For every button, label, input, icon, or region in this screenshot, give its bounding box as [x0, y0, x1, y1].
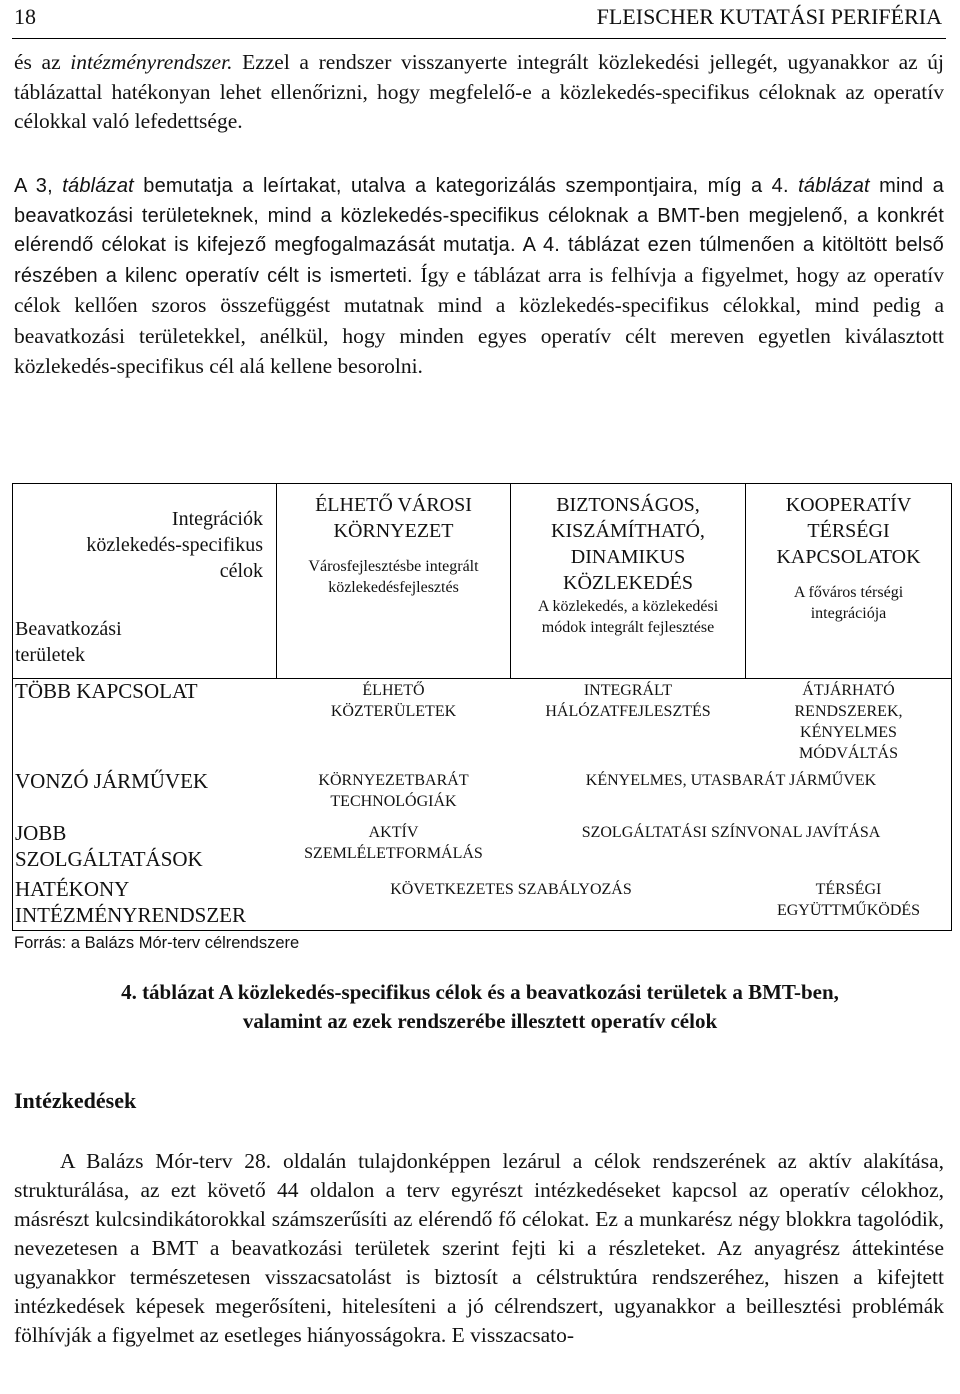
running-title: FLEISCHER KUTATÁSI PERIFÉRIA [596, 4, 942, 29]
corner-goals-label: Integrációk közlekedés-specifikus célok [86, 508, 263, 582]
row-label-better-services: JOBB SZOLGÁLTATÁSOK [15, 821, 203, 871]
page-header [12, 0, 946, 39]
cell-permeable-systems: ÁTJÁRHATÓ RENDSZEREK, KÉNYELMES MÓDVÁLTÁS [794, 682, 903, 762]
cell-comfortable-vehicles: KÉNYELMES, UTASBARÁT JÁRMŰVEK [585, 772, 877, 789]
section-title: Intézkedések [14, 1088, 137, 1113]
paragraph-intro: és az intézményrendszer. Ezzel a rendszer visszanyerte integrált közlekedési jellegét, ugyanakkor az új táblázattal hatékonyan lehet ellenőrizni, hogy megfelelő-e a közlekedés-specifikus céloknak az operatív célokkal való lefedettsége. [14, 50, 944, 133]
corner-areas-label: Beavatkozási területek [15, 618, 122, 666]
cell-regional-cooperation: TÉRSÉGI EGYÜTTMŰKÖDÉS [776, 881, 921, 919]
cell-active-awareness: AKTÍV SZEMLÉLETFORMÁLÁS [304, 824, 483, 862]
page-number: 18 [14, 4, 36, 29]
cell-livable-public-spaces: ÉLHETŐ KÖZTERÜLETEK [330, 682, 457, 720]
row-label-attractive-vehicles: VONZÓ JÁRMŰVEK [15, 769, 209, 793]
column-header-livable-city: ÉLHETŐ VÁROSI KÖRNYEZET Városfejlesztésbe integrált közlekedésfejlesztés [308, 494, 479, 596]
cell-consistent-regulation: KÖVETKEZETES SZABÁLYOZÁS [390, 881, 632, 898]
paragraph-table-description: A 3, táblázat bemutatja a leírtakat, utalva a kategorizálás szempontjaira, míg a 4. táblázat mind a beavatkozási területeknek, mind a közlekedés-specifikus céloknak a BMT-ben megjelenő, a konkrét elérendő célokat is kifejező megfogalmazását mutatja. A 4. táblázat ezen túlmenően a kitöltött belső részében a kilenc operatív célt is ismerteti. Így e táblázat arra is felhívja a figyelmet, hogy az operatív célok kellően szoros összefüggést mutatnak mind a közlekedés-specifikus célokkal, mind pedig a beavatkozási területekkel, anélkül, hogy minden egyes operatív célt mereven egyetlen kiválasztott közlekedés-specifikus cél alá kellene besorolni. [14, 175, 944, 378]
column-header-cooperative-regional: KOOPERATÍV TÉRSÉGI KAPCSOLATOK A főváros térségi integrációja [776, 494, 921, 622]
table-caption: 4. táblázat A közlekedés-specifikus célok és a beavatkozási területek a BMT-ben, valamint az ezek rendszerébe illesztett operatív célok [121, 980, 839, 1033]
cell-service-level: SZOLGÁLTATÁSI SZÍNVONAL JAVÍTÁSA [581, 824, 881, 841]
row-label-more-connections: TÖBB KAPCSOLAT [15, 679, 198, 703]
column-header-safe-transport: BIZTONSÁGOS, KISZÁMÍTHATÓ, DINAMIKUS KÖZLEKEDÉS A közlekedés, a közlekedési módok integrált fejlesztése [537, 494, 719, 636]
table-source: Forrás: a Balázs Mór-terv célrendszere [14, 934, 300, 952]
row-label-efficient-institutions: HATÉKONY INTÉZMÉNYRENDSZER [15, 877, 246, 927]
goals-table [12, 483, 952, 931]
cell-integrated-network: INTEGRÁLT HÁLÓZATFEJLESZTÉS [545, 682, 711, 720]
paragraph-measures: A Balázs Mór-terv 28. oldalán tulajdonképpen lezárul a célok rendszerének az aktív alakítása, strukturálása, az ezt követő 44 oldalon a terv egyrészt intézkedéseket kapcsol az operatív célokhoz, másrészt kulcsindikátorokkal számszerűsíti az elérendő fő célokat. Ez a munkarész négy blokkra tagolódik, nevezetesen a BMT a beavatkozási területek szerint fejti ki a részleteket. Az anyagrész áttekintése ugyanakkor természetesen visszacsatolást is biztosít a célstruktúra rendszeréhez, hiszen a kifejtett intézkedések képesek megerősíteni, hitelesíteni a jó célrendszert, ugyanakkor a beillesztési problémák fölhívják a figyelmet az esetleges hiányosságokra. E visszacsato- [14, 1149, 944, 1347]
cell-green-technologies: KÖRNYEZETBARÁT TECHNOLÓGIÁK [318, 772, 469, 810]
